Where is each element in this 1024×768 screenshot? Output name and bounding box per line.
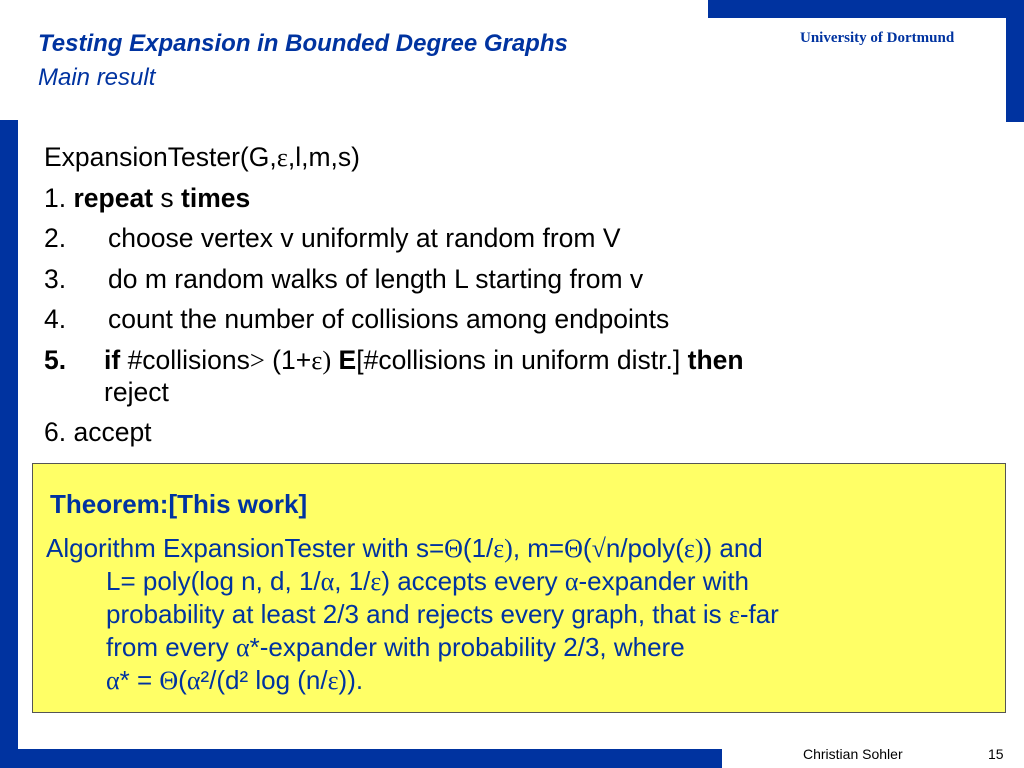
theorem-line-3: probability at least 2/3 and rejects every graph, that is ε-far <box>106 599 779 629</box>
algorithm-step-4: 4. count the number of collisions among endpoints <box>44 304 670 334</box>
frame-left-bar <box>0 120 18 750</box>
page-number: 15 <box>988 746 1004 762</box>
theorem-line-4: from every α*-expander with probability 2/3, where <box>106 632 685 662</box>
algorithm-step-5: 5. if #collisions> (1+ε) E[#collisions in uniform distr.] then reject <box>44 344 744 407</box>
slide-subtitle: Main result <box>38 64 156 91</box>
frame-bottom-bar <box>0 749 722 768</box>
frame-right-bar <box>1006 0 1024 122</box>
theorem-line-2: L= poly(log n, d, 1/α, 1/ε) accepts every α-expander with <box>106 566 750 596</box>
algorithm-step-2: 2. choose vertex v uniformly at random from V <box>44 223 621 253</box>
algorithm-step-3: 3. do m random walks of length L starting from v <box>44 263 644 294</box>
footer-author: Christian Sohler <box>803 746 903 762</box>
theorem-title: Theorem:[This work] <box>50 489 308 519</box>
algorithm-signature: ExpansionTester(G,ε,l,m,s) <box>44 142 360 172</box>
algorithm-step-1: 1. repeat s times <box>44 182 251 213</box>
university-label: University of Dortmund <box>800 30 955 46</box>
frame-top-bar <box>708 0 1024 18</box>
theorem-box <box>32 463 1006 713</box>
slide-title: Testing Expansion in Bounded Degree Graphs <box>38 30 568 57</box>
theorem-body <box>46 532 1004 697</box>
algorithm-listing <box>44 137 744 452</box>
algorithm-step-6: 6. accept <box>44 416 152 447</box>
theorem-line-1: Algorithm ExpansionTester with s=Θ(1/ε), m=Θ(√n/poly(ε)) and <box>46 533 763 563</box>
theorem-line-5: α* = Θ(α²/(d² log (n/ε)). <box>106 665 364 695</box>
